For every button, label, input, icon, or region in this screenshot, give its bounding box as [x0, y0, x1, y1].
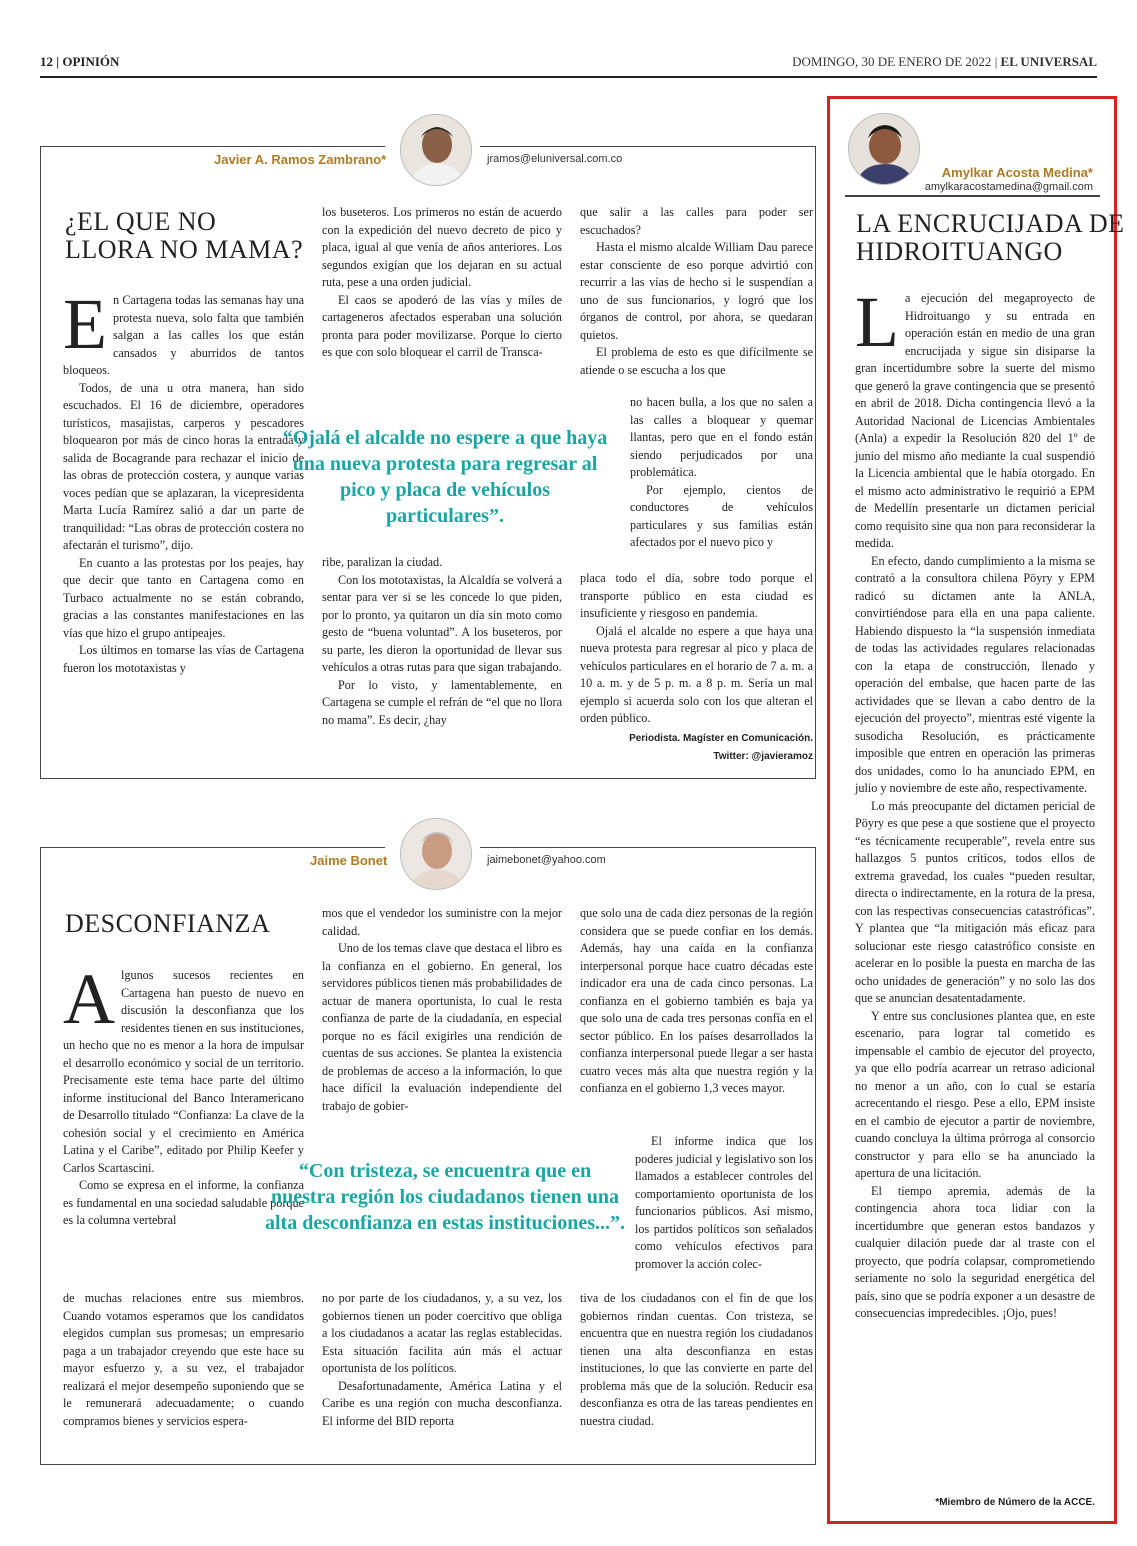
drop-cap: A [63, 959, 115, 1039]
drop-cap: L [855, 282, 899, 362]
author-signature: *Miembro de Número de la ACCE. [935, 1497, 1095, 1508]
paragraph: Hasta el mismo alcalde William Dau parece estar consciente de eso porque advirtió con recurrir a las vías de hecho si le suspendían a uno de sus funcionarios, y logró que los órganos de control, por ahora, se quedaran quietos. [580, 240, 813, 342]
drop-cap: E [63, 284, 107, 364]
paragraph: no hacen bulla, a los que no salen a las calles a bloquear y quemar llantas, pero que en el fondo están siendo perjudicados por una problemática. [630, 395, 813, 479]
author-email: jaimebonet@yahoo.com [487, 854, 606, 866]
paragraph: Por ejemplo, cientos de conductores de vehículos particulares y sus familias están afectados por el nuevo pico y [630, 482, 813, 549]
article-title: DESCONFIANZA [65, 909, 271, 938]
paragraph: El informe indica que los poderes judicial y legislativo son los llamados a establecer controles del comportamiento oportunista de los funcionarios públicos. Así mismo, los partidos políticos son señalados como vehículos efectivos para promover la acción colec- [635, 1134, 813, 1271]
author-email: amylkaracostamedina@gmail.com [924, 181, 1093, 193]
page-section-label: 12 | OPINIÓN [40, 54, 120, 69]
title-line: LLORA NO MAMA? [65, 235, 304, 264]
article-column-3-mid [630, 394, 813, 552]
article-column-2-bottom [322, 554, 562, 729]
paragraph: que salir a las calles para poder ser escuchados? [580, 205, 813, 237]
header-rule [40, 76, 1097, 78]
title-line: ¿EL QUE NO [65, 207, 217, 236]
paragraph: los buseteros. Los primeros no están de acuerdo con la expedición del nuevo decreto de pico y placa, igual al que venía de años anteriores. Los segundos exigían que los dejaran en su actual ruta, pese a una orden judicial. [322, 205, 562, 289]
issue-date: DOMINGO, 30 DE ENERO DE 2022 [792, 54, 992, 69]
author-name: Amylkar Acosta Medina* [941, 165, 1093, 180]
page-number: 12 [40, 54, 53, 69]
paragraph: El caos se apoderó de las vías y miles de cartageneros afectados esperaban una solución pronta para poder movilizarse. Porque lo cierto es que con solo bloquear el carril de Transca- [322, 292, 562, 359]
section-name: OPINIÓN [62, 54, 120, 69]
title-line: LA ENCRUCIJADA DE [856, 209, 1125, 238]
article-column-3-top [580, 204, 813, 379]
author-photo [400, 818, 472, 890]
page-dateline: DOMINGO, 30 DE ENERO DE 2022 | EL UNIVERSAL [792, 54, 1097, 69]
signature-line: Periodista. Magíster en Comunicación. [629, 733, 813, 744]
article-column-2-top [322, 204, 562, 362]
paragraph: En cuanto a las protestas por los peajes, hay que decir que tanto en Cartagena como en Turbaco actualmente no se están cobrando, gracias a las constantes manifestaciones en las vías que hizo el grupo antipeajes. [63, 555, 304, 640]
paragraph: Con los mototaxistas, la Alcaldía se volverá a sentar para ver si se les concede lo que piden, por lo pronto, ya quitaron un día sin moto como gesto de “buena voluntad”. A los buseteros, por su parte, les dieron la oportunidad de llevar sus vehículos a otras rutas para que sigan trabajando. [322, 572, 562, 674]
paragraph: Ojalá el alcalde no espere a que haya una nueva protesta para regresar al pico y placa de vehículos particulares en el horario de 7 a. m. a 10 a. m. y de 5 p. m. a 8 p. m. Sería un mal ejemplo si acuerda solo con los que alteran el orden público. [580, 623, 813, 725]
paragraph: mos que el vendedor los suministre con la mejor calidad. [322, 906, 562, 938]
paragraph: no por parte de los ciudadanos, y, a su vez, los gobiernos tienen un poder coercitivo que obliga a los ciudadanos a acatar las reglas establecidas. Esta situación facilita aún más el actuar oportunista de los políticos. [322, 1291, 562, 1375]
paragraph: Uno de los temas clave que destaca el libro es la confianza en el gobierno. En general, los servidores públicos tienen más probabilidades de actuar de manera oportunista, lo cual le resta confianza de parte de la ciudadanía, en especial porque no es fácil exigirles una rendición de cuentas de sus acciones. Se plantea la existencia de problemas de acceso a la información, lo que hace difícil la evaluación independiente del trabajo de gobier- [322, 941, 562, 1113]
title-line: HIDROITUANGO [856, 237, 1063, 266]
pull-quote: “Con tristeza, se encuentra que en nuestra región los ciudadanos tienen una alta desconfianza en estas instituciones...”. [265, 1160, 625, 1234]
article-column-1 [63, 284, 304, 677]
article-column-3-bottom [580, 570, 813, 728]
article-column-2-bottom [322, 1290, 562, 1430]
author-name: Javier A. Ramos Zambrano* [214, 152, 387, 167]
paragraph: placa todo el día, sobre todo porque el transporte público en esta ciudad es insuficiente y riesgoso en pandemia. [580, 571, 813, 620]
paragraph: Todos, de una u otra manera, han sido escuchados. El 16 de diciembre, operadores turísticos, masajistas, carperos y pescadores bloquearon por más de cinco horas la entrada y salida de Bocagrande para rechazar el inicio de las obras de protección costera, y aunque varias voces pedían que se aplazaran, la vicepresidenta Marta Lucía Ramírez salió a dar un parte de tranquilidad: “Las obras de protección costera no afectarán el turismo”, dijo. [63, 380, 304, 552]
paper-name: EL UNIVERSAL [1000, 54, 1097, 69]
author-photo [848, 113, 920, 185]
paragraph: ribe, paralizan la ciudad. [322, 555, 443, 569]
article-column-3-mid [635, 1133, 813, 1273]
author-name: Jaime Bonet [310, 853, 388, 868]
paragraph: Desafortunadamente, América Latina y el Caribe es una región con mucha desconfianza. El informe del BID reporta [322, 1378, 562, 1428]
author-signature [580, 730, 813, 766]
article-column-2-top [322, 905, 562, 1115]
article-title [65, 208, 303, 264]
signature-line: Twitter: @javieramoz [713, 751, 813, 762]
paragraph: a ejecución del megaproyecto de Hidroituango y su entrada en operación están en medio de una gran encrucijada y sigue sin disiparse la gran incertidumbre sobre la suerte del mismo que generó la grave contingencia que se presentó en abril de 2018. Dicha contingencia llevó a la Autoridad Nacional de Licencias Ambientales (Anla) a expedir la Resolución 820 del 1º de junio del mismo año mediante la cual suspendió la Licencia ambiental que le había otorgado. En el mismo acto administrativo le requirió a EPM de Medellín presentarle un dictamen pericial como requisito sine qua non para reconsiderar la medida. [855, 291, 1095, 550]
paragraph: Lo más preocupante del dictamen pericial de Pöyry es que pese a que sostiene que el proyecto “es técnicamente recuperable”, revela entre sus hallazgos 5 puntos críticos, todos ellos de extrema gravedad, los cuales “pueden resultar, directa o indirectamente, en la rotura de la presa, con las respectivas consecuencias catastróficas”. Y plantea que “la mitigación más eficaz para solucionar este riesgo catastrófico consiste en acelerar en lo posible la puesta en marcha de las ocho unidades de generación” y no solo las dos que se anuncian desatentadamente. [855, 798, 1095, 1005]
paragraph: El problema de esto es que difícilmente se atiende o se escucha a los que [580, 345, 813, 377]
paragraph: lgunos sucesos recientes en Cartagena han puesto de nuevo en discusión la desconfianza que los residentes tienen en sus instituciones, un hecho que no es menor a la hora de impulsar el desarrollo económico y social de un territorio. Precisamente este tema hace parte del último informe institucional del Banco Interamericano de Desarrollo titulado “Confianza: La clave de la cohesión social y el crecimiento en América Latina y el Caribe”, editado por Philip Keefer y Carlos Scartascini. [63, 968, 304, 1175]
paragraph: Como se expresa en el informe, la confianza es fundamental en una sociedad saludable porque es la columna vertebral [63, 1178, 304, 1227]
article-column [855, 282, 1095, 1323]
author-email: jramos@eluniversal.com.co [487, 153, 623, 165]
paragraph: El tiempo apremia, además de la contingencia ahora toca lidiar con la incertidumbre que generan estos bandazos y cualquier dilación puede dar al traste con el proyecto, que podría colapsar, comprometiendo seriamente no solo la seguridad energética del país, sino que se podría exponer a un desastre de consecuencias impredecibles. ¡Ojo, pues! [855, 1183, 1095, 1320]
divider [845, 195, 1100, 197]
paragraph: En efecto, dando cumplimiento a la misma se contrató a la consultora chilena Pöyry y EPM radicó su dictamen ante la ANLA, convirtiéndose para ella en una papa caliente. Habiendo dispuesto la “la suspensión inmediata de todas las actividades regulares relacionadas con la etapa de construcción, llenado y operación del embalse, que hacen parte de las actividades que se llevan a cabo dentro de la ejecución del proyecto”, mientras esté vigente la susodicha Resolución, es prácticamente imposible que entren en operación las primeras dos unidades, como lo ha anunciado EPM, en julio y noviembre de este año, respectivamente. [855, 553, 1095, 795]
paragraph: que solo una de cada diez personas de la región considera que se puede confiar en los demás. Además, hay una caída en la confianza interpersonal porque hace cuatro décadas este indicador era una de cada cinco personas. La confianza en el gobierno también es baja ya que solo una de cada tres personas confía en el sector público. En los países desarrollados la confianza interpersonal puede llegar a ser hasta cuatro veces más alta que nuestra región y la confianza en el gobierno 1,3 veces mayor. [580, 906, 813, 1095]
paragraph: Los últimos en tomarse las vías de Cartagena fueron los mototaxistas y [63, 643, 304, 675]
paragraph: tiva de los ciudadanos con el fin de que los gobiernos rindan cuentas. Con tristeza, se encuentra que en nuestra región los ciudadanos tienen una alta desconfianza en estas instituciones, lo que las convierte en parte del problema más que de la solución. Reducir esa desconfianza es otra de las tareas pendientes en nuestra ciudad. [580, 1291, 813, 1428]
article-column-1-bottom [63, 1290, 304, 1430]
paragraph: Y entre sus conclusiones plantea que, en este escenario, para lograr tal cometido es impensable el cambio de ejecutor del proyecto, ya que ello podría acarrear un retraso adicional no menor a un año, con lo cual se estaría acrecentando el riesgo. Pese a ello, EPM insiste en el cambio de ejecutor a partir de noviembre, cuando concluya la última prórroga al consorcio constructor y para ello se ha anunciado la apertura de una licitación. [855, 1008, 1095, 1180]
pull-quote: “Ojalá el alcalde no espere a que haya una nueva protesta para regresar al pico y placa de vehículos particulares”. [282, 427, 608, 527]
paragraph: n Cartagena todas las semanas hay una protesta nueva, solo falta que también salgan a las calles los que están cansados y aburridos de tantos bloqueos. [63, 293, 304, 377]
article-title [856, 210, 1125, 266]
article-column-3-bottom [580, 1290, 813, 1430]
author-photo [400, 114, 472, 186]
paragraph: Por lo visto, y lamentablemente, en Cartagena se cumple el refrán de “el que no llora no mama”. Es decir, ¿hay [322, 677, 562, 727]
paragraph: de muchas relaciones entre sus miembros. Cuando votamos esperamos que los candidatos elegidos cumplan sus promesas; un empresario paga a un trabajador creyendo que este hace su mayor esfuerzo y, a su vez, el trabajador realizará el mejor desempeño suponiendo que se le remunerará adecuadamente; o cuando compramos bienes y servicios espera- [63, 1291, 304, 1428]
article-column-3-top [580, 905, 813, 1098]
